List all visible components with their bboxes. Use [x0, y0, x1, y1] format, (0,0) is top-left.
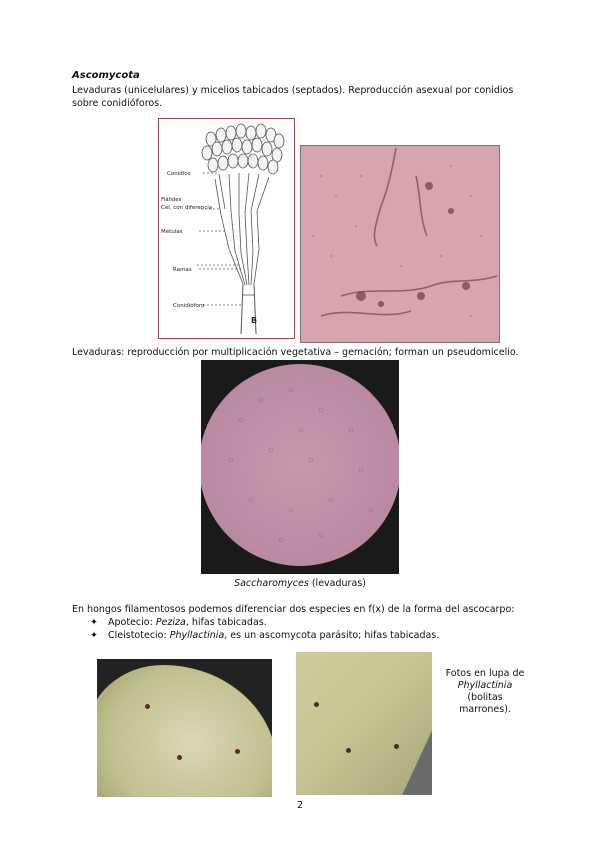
leaf-photo-2 [296, 652, 432, 795]
bullet-genus: Phyllactinia [169, 630, 225, 641]
photo-note-genus: Phyllactinia [457, 680, 513, 691]
yeast-caption [200, 578, 400, 589]
bullet-text-end: , hifas tabicadas. [185, 617, 267, 628]
label-conidioforo: Conidióforo [173, 303, 205, 309]
bullet-item-apotecio [90, 617, 267, 628]
label-ramas: Ramas [173, 267, 192, 273]
bullet-text: Apotecio: [108, 617, 156, 628]
intro-paragraph: Levaduras (unicelulares) y micelios tabicados (septados). Reproducción asexual por conidios sobre conidióforos. [72, 85, 514, 109]
section-heading: Ascomycota [72, 70, 140, 81]
bullet-icon: ✦ [90, 617, 98, 628]
bullet-text-end: , es un ascomycota parásito; hifas tabicadas. [224, 630, 440, 641]
bullet-text: Cleistotecio: [108, 630, 170, 641]
micrograph-hyphae [300, 145, 500, 343]
label-cel-con-diferencia: Cél. con diferencia [161, 205, 213, 211]
photo-note-line: (bolitas [467, 692, 503, 703]
photo-note-line: Fotos en lupa de [445, 668, 525, 679]
bullet-item-cleistotecio [90, 630, 439, 641]
label-fialides: Fiálides [161, 197, 182, 203]
photo-note [440, 668, 530, 716]
conidiophore-diagram [158, 118, 295, 339]
page-number: 2 [296, 800, 304, 811]
photo-note-line: marrones). [459, 704, 511, 715]
label-conidios: Conidios [167, 171, 191, 177]
label-metulas: Métulas [161, 229, 183, 235]
micrograph-yeast [201, 360, 399, 574]
yeast-caption-rest: (levaduras) [308, 578, 366, 589]
yeast-caption-genus: Saccharomyces [234, 578, 309, 589]
yeast-sentence: Levaduras: reproducción por multiplicación vegetativa – gemación; forman un pseudomicelio. [72, 347, 519, 358]
bullet-genus: Peziza [155, 617, 186, 628]
label-letter-b: B [251, 316, 258, 325]
bullet-icon: ✦ [90, 630, 98, 641]
filamentous-intro: En hongos filamentosos podemos diferenciar dos especies en f(x) de la forma del ascocarpo: [72, 604, 515, 615]
leaf-photo-1 [97, 659, 272, 797]
